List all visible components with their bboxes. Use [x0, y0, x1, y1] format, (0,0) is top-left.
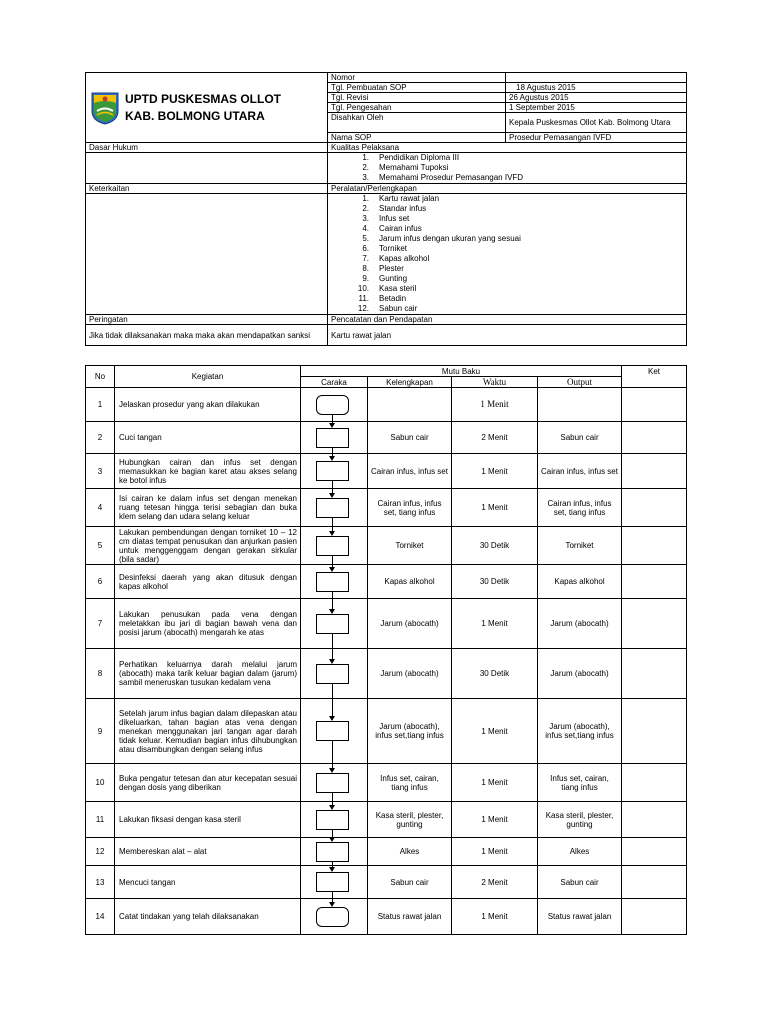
step-activity: Hubungkan cairan dan infus set dengan memasukkan ke bagian karet atau akses selang ke botol infus	[115, 454, 301, 489]
flow-process-shape	[316, 842, 349, 862]
peralatan-label: Peralatan/Perlengkapan	[328, 184, 687, 194]
step-activity: Perhatikan keluarnya darah melalui jarum (abocath) maka tarik keluar bagian dalam (jarum) sambil meneruskan tusukan kedalam vena	[115, 649, 301, 699]
step-flowchart-cell	[301, 649, 368, 699]
step-output: Sabun cair	[538, 422, 622, 454]
step-output: Kapas alkohol	[538, 565, 622, 599]
peralatan-list-cell	[328, 194, 687, 315]
step-number: 10	[86, 764, 115, 802]
tgl-revisi-value: 26 Agustus 2015	[506, 93, 687, 103]
flow-connector-line	[332, 634, 333, 649]
step-duration: 30 Detik	[452, 527, 538, 565]
step-output: Sabun cair	[538, 866, 622, 899]
step-output	[538, 388, 622, 422]
step-equipment: Sabun cair	[368, 866, 452, 899]
nomor-label: Nomor	[328, 73, 506, 83]
step-equipment: Torniket	[368, 527, 452, 565]
step-number: 5	[86, 527, 115, 565]
institution-name	[125, 91, 281, 125]
step-activity: Lakukan pembendungan dengan torniket 10 – 12 cm diatas tempat penusukan dan anjurkan pasien untuk menggenggam dengan gerakan sirkular (bila sadar)	[115, 527, 301, 565]
step-number: 6	[86, 565, 115, 599]
step-activity: Lakukan fiksasi dengan kasa steril	[115, 802, 301, 838]
institution-line-1: UPTD PUSKESMAS OLLOT	[125, 91, 282, 106]
step-output: Jarum (abocath)	[538, 649, 622, 699]
step-duration: 1 Menit	[452, 454, 538, 489]
flow-connector-line	[332, 448, 333, 454]
flow-arrow-icon	[329, 902, 335, 907]
step-duration: 1 Menit	[452, 899, 538, 935]
flow-terminator-shape	[316, 395, 349, 415]
peringatan-text: Jika tidak dilaksanakan maka maka akan mendapatkan sanksi	[86, 325, 328, 346]
flow-connector-line	[332, 741, 333, 763]
flow-process-shape	[316, 664, 349, 684]
step-flowchart-cell	[301, 802, 368, 838]
flow-connector-line	[332, 684, 333, 699]
tgl-pembuatan-value: 18 Agustus 2015	[506, 83, 687, 93]
step-note	[622, 527, 687, 565]
step-note	[622, 649, 687, 699]
tgl-pengesahan-value: 1 September 2015	[506, 103, 687, 113]
flow-arrow-icon	[329, 456, 335, 461]
list-item: 10. Kasa steril	[357, 284, 417, 293]
step-duration: 30 Detik	[452, 649, 538, 699]
flow-arrow-icon	[329, 423, 335, 428]
step-flowchart-cell	[301, 866, 368, 899]
table-row	[86, 866, 687, 899]
list-item: 1. Kartu rawat jalan	[362, 194, 440, 203]
flow-connector-line	[332, 699, 333, 716]
step-duration: 1 Menit	[452, 802, 538, 838]
flow-process-shape	[316, 721, 349, 741]
list-item: 1. Pendidikan Diploma III	[362, 153, 460, 162]
step-number: 14	[86, 899, 115, 935]
dasar-hukum-label: Dasar Hukum	[86, 143, 328, 153]
step-number: 11	[86, 802, 115, 838]
step-number: 8	[86, 649, 115, 699]
institution-cell	[86, 73, 328, 143]
step-output: Infus set, cairan, tiang infus	[538, 764, 622, 802]
step-duration: 1 Menit	[452, 764, 538, 802]
tgl-pengesahan-label: Tgl. Pengesahan	[328, 103, 506, 113]
step-equipment	[368, 388, 452, 422]
col-mutu-header: Mutu Baku	[301, 366, 622, 377]
step-equipment: Alkes	[368, 838, 452, 866]
step-number: 1	[86, 388, 115, 422]
step-flowchart-cell	[301, 599, 368, 649]
col-kegiatan-header: Kegiatan	[115, 366, 301, 388]
disahkan-value: Kepala Puskesmas Ollot Kab. Bolmong Utara	[506, 113, 687, 133]
nomor-value	[506, 73, 687, 83]
flow-process-shape	[316, 614, 349, 634]
step-note	[622, 454, 687, 489]
step-output: Jarum (abocath)	[538, 599, 622, 649]
step-output: Torniket	[538, 527, 622, 565]
step-note	[622, 764, 687, 802]
flow-connector-line	[332, 592, 333, 599]
step-number: 2	[86, 422, 115, 454]
step-note	[622, 838, 687, 866]
pencatatan-text: Kartu rawat jalan	[328, 325, 687, 346]
step-duration: 1 Menit	[452, 388, 538, 422]
flow-process-shape	[316, 461, 349, 481]
step-activity: Buka pengatur tetesan dan atur kecepatan sesuai dengan dosis yang diberikan	[115, 764, 301, 802]
step-activity: Lakukan penusukan pada vena dengan meletakkan ibu jari di bagian bawah vena dan posisi jarum (abocath) mengarah ke atas	[115, 599, 301, 649]
step-duration: 1 Menit	[452, 838, 538, 866]
step-activity: Isi cairan ke dalam infus set dengan menekan ruang tetesan hingga terisi sebagian dan buka klem selang dan udara selang keluar	[115, 489, 301, 527]
step-number: 7	[86, 599, 115, 649]
step-equipment: Jarum (abocath)	[368, 599, 452, 649]
step-equipment: Cairan infus, infus set, tiang infus	[368, 489, 452, 527]
tgl-revisi-label: Tgl. Revisi	[328, 93, 506, 103]
table-row	[86, 422, 687, 454]
flow-connector-line	[332, 481, 333, 488]
col-caraka-header: Caraka	[301, 377, 368, 388]
flow-connector-line	[332, 415, 333, 422]
flow-arrow-icon	[329, 609, 335, 614]
step-number: 12	[86, 838, 115, 866]
step-activity: Jelaskan prosedur yang akan dilakukan	[115, 388, 301, 422]
step-number: 4	[86, 489, 115, 527]
list-item: 4. Cairan infus	[362, 224, 422, 233]
step-note	[622, 388, 687, 422]
dasar-hukum-value	[86, 153, 328, 184]
step-flowchart-cell	[301, 764, 368, 802]
flow-connector-line	[332, 599, 333, 609]
step-output: Cairan infus, infus set	[538, 454, 622, 489]
step-activity: Membereskan alat – alat	[115, 838, 301, 866]
flow-arrow-icon	[329, 805, 335, 810]
step-note	[622, 866, 687, 899]
col-waktu-header: Waktu	[452, 377, 538, 388]
col-no-header: No	[86, 366, 115, 388]
table-row	[86, 802, 687, 838]
step-equipment: Kapas alkohol	[368, 565, 452, 599]
step-equipment: Jarum (abocath), infus set,tiang infus	[368, 699, 452, 764]
step-output: Alkes	[538, 838, 622, 866]
step-output: Jarum (abocath), infus set,tiang infus	[538, 699, 622, 764]
flow-process-shape	[316, 498, 349, 518]
list-item: 3. Memahami Prosedur Pemasangan IVFD	[362, 173, 524, 182]
flow-arrow-icon	[329, 493, 335, 498]
flow-process-shape	[316, 428, 349, 448]
table-row	[86, 599, 687, 649]
step-number: 3	[86, 454, 115, 489]
list-item: 8. Plester	[362, 264, 404, 273]
flow-arrow-icon	[329, 567, 335, 572]
table-row	[86, 838, 687, 866]
tgl-pembuatan-label: Tgl. Pembuatan SOP	[328, 83, 506, 93]
flow-terminator-shape	[316, 907, 349, 927]
list-item: 5. Jarum infus dengan ukuran yang sesuai	[362, 234, 521, 243]
step-duration: 1 Menit	[452, 489, 538, 527]
flow-process-shape	[316, 773, 349, 793]
col-kelengkapan-header: Kelengkapan	[368, 377, 452, 388]
step-flowchart-cell	[301, 489, 368, 527]
step-activity: Mencuci tangan	[115, 866, 301, 899]
step-equipment: Cairan infus, infus set	[368, 454, 452, 489]
step-number: 13	[86, 866, 115, 899]
flow-arrow-icon	[329, 531, 335, 536]
step-output: Status rawat jalan	[538, 899, 622, 935]
step-activity: Desinfeksi daerah yang akan ditusuk dengan kapas alkohol	[115, 565, 301, 599]
keterkaitan-label: Keterkaitan	[86, 184, 328, 194]
step-note	[622, 489, 687, 527]
flow-arrow-icon	[329, 838, 335, 842]
pencatatan-label: Pencatatan dan Pendapatan	[328, 315, 687, 325]
flow-connector-line	[332, 862, 333, 866]
list-item: 2. Standar infus	[362, 204, 427, 213]
flow-process-shape	[316, 810, 349, 830]
step-output: Kasa steril, plester, gunting	[538, 802, 622, 838]
step-flowchart-cell	[301, 527, 368, 565]
step-duration: 30 Detik	[452, 565, 538, 599]
step-flowchart-cell	[301, 565, 368, 599]
step-activity: Setelah jarum infus bagian dalam dilepaskan atau dikeluarkan, tahan bagian atas vena dengan menekan menggunakan jari tangan agar darah tidak keluar. Kemudian bagian infus dihubungkan atau disambungkan dengan selang infus	[115, 699, 301, 764]
step-duration: 2 Menit	[452, 866, 538, 899]
step-note	[622, 565, 687, 599]
step-flowchart-cell	[301, 699, 368, 764]
kualitas-list-cell	[328, 153, 687, 184]
table-row	[86, 388, 687, 422]
step-flowchart-cell	[301, 422, 368, 454]
list-item: 9. Gunting	[362, 274, 408, 283]
nama-sop-value: Prosedur Pemasangan IVFD	[506, 133, 687, 143]
table-row	[86, 649, 687, 699]
flow-connector-line	[332, 649, 333, 659]
table-row	[86, 764, 687, 802]
step-equipment: Kasa steril, plester, gunting	[368, 802, 452, 838]
kualitas-label: Kualitas Pelaksana	[328, 143, 687, 153]
step-equipment: Status rawat jalan	[368, 899, 452, 935]
flow-connector-line	[332, 556, 333, 565]
keterkaitan-value	[86, 194, 328, 315]
step-equipment: Jarum (abocath)	[368, 649, 452, 699]
step-flowchart-cell	[301, 838, 368, 866]
regency-crest-icon	[90, 91, 120, 125]
flow-process-shape	[316, 872, 349, 892]
step-note	[622, 699, 687, 764]
sop-steps-table	[85, 365, 687, 935]
col-output-header: Output	[538, 377, 622, 388]
sop-header-table	[85, 72, 687, 346]
step-equipment: Infus set, cairan, tiang infus	[368, 764, 452, 802]
flow-process-shape	[316, 572, 349, 592]
list-item: 3. Infus set	[362, 214, 410, 223]
flow-process-shape	[316, 536, 349, 556]
peringatan-label: Peringatan	[86, 315, 328, 325]
step-activity: Cuci tangan	[115, 422, 301, 454]
list-item: 7. Kapas alkohol	[362, 254, 430, 263]
step-equipment: Sabun cair	[368, 422, 452, 454]
disahkan-label: Disahkan Oleh	[328, 113, 506, 133]
flow-arrow-icon	[329, 659, 335, 664]
col-ket-header: Ket	[622, 366, 687, 388]
step-activity: Catat tindakan yang telah dilaksanakan	[115, 899, 301, 935]
flow-arrow-icon	[329, 867, 335, 872]
step-flowchart-cell	[301, 899, 368, 935]
flow-arrow-icon	[329, 716, 335, 721]
table-row	[86, 699, 687, 764]
step-note	[622, 599, 687, 649]
list-item: 2. Memahami Tupoksi	[362, 163, 449, 172]
flow-arrow-icon	[329, 768, 335, 773]
table-row	[86, 899, 687, 935]
table-row	[86, 527, 687, 565]
flow-connector-line	[332, 830, 333, 838]
step-note	[622, 899, 687, 935]
list-item: 11. Betadin	[358, 294, 407, 303]
step-note	[622, 422, 687, 454]
list-item: 6. Torniket	[362, 244, 408, 253]
flow-connector-line	[332, 793, 333, 802]
peralatan-list	[331, 194, 683, 314]
step-duration: 2 Menit	[452, 422, 538, 454]
list-item: 12. Sabun cair	[357, 304, 418, 313]
table-row	[86, 454, 687, 489]
flow-connector-line	[332, 518, 333, 527]
step-number: 9	[86, 699, 115, 764]
kualitas-list	[331, 153, 683, 183]
institution-line-2: KAB. BOLMONG UTARA	[125, 108, 265, 123]
table-row	[86, 565, 687, 599]
step-output: Cairan infus, infus set, tiang infus	[538, 489, 622, 527]
step-flowchart-cell	[301, 454, 368, 489]
table-row	[86, 489, 687, 527]
nama-sop-label: Nama SOP	[328, 133, 506, 143]
step-flowchart-cell	[301, 388, 368, 422]
flow-connector-line	[332, 892, 333, 898]
step-note	[622, 802, 687, 838]
step-duration: 1 Menit	[452, 599, 538, 649]
step-duration: 1 Menit	[452, 699, 538, 764]
